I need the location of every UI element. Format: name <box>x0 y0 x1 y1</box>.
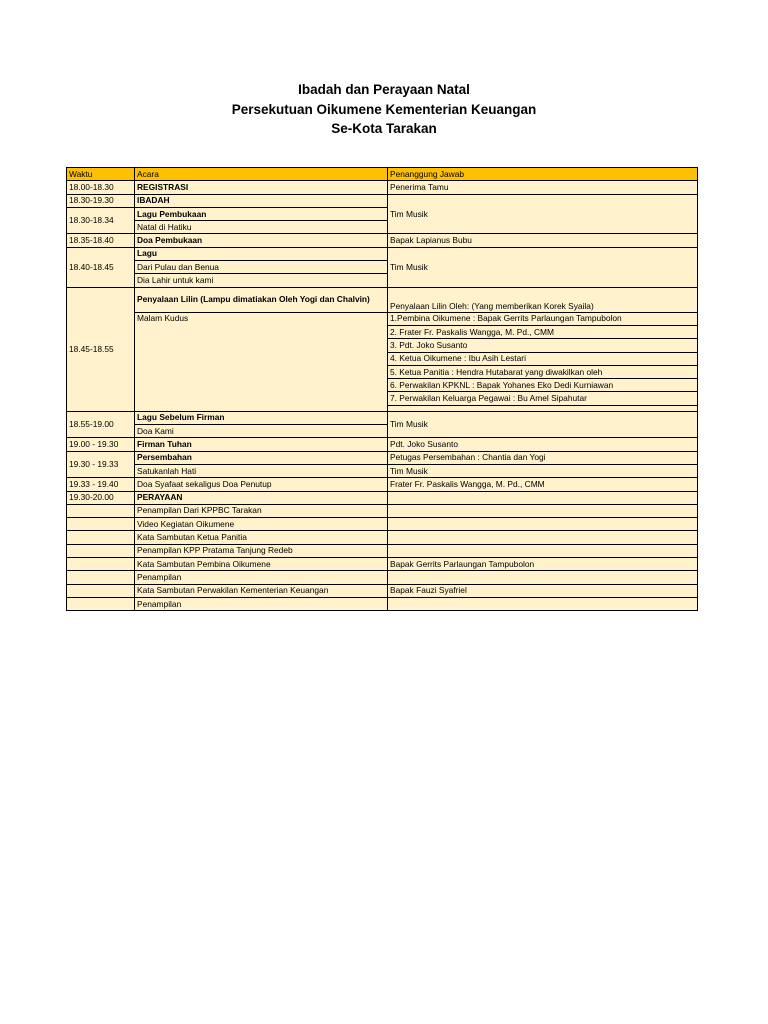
title-line-1: Ibadah dan Perayaan Natal <box>298 82 470 97</box>
cell-pj: 7. Perwakilan Keluarga Pegawai : Bu Amel Sipahutar <box>388 392 698 405</box>
cell-acara: Video Kegiatan Oikumene <box>135 518 388 531</box>
table-row <box>67 451 698 464</box>
cell-pj: Penerima Tamu <box>388 181 698 194</box>
cell-acara: Malam Kudus <box>135 312 388 411</box>
cell-pj <box>388 571 698 584</box>
cell-pj: 4. Ketua Oikumene : Ibu Asih Lestari <box>388 352 698 365</box>
table-row <box>67 518 698 531</box>
cell-acara: Doa Syafaat sekaligus Doa Penutup <box>135 478 388 491</box>
cell-pj: Tim Musik <box>388 247 698 287</box>
cell-acara: Doa Kami <box>135 425 388 438</box>
cell-waktu <box>67 544 135 557</box>
schedule-table <box>66 167 698 611</box>
cell-waktu: 18.40-18.45 <box>67 247 135 287</box>
cell-pj: Bapak Gerrits Parlaungan Tampubolon <box>388 558 698 571</box>
header-penanggung-jawab: Penanggung Jawab <box>388 168 698 181</box>
cell-pj <box>388 597 698 610</box>
cell-waktu <box>67 597 135 610</box>
cell-acara: Firman Tuhan <box>135 438 388 451</box>
cell-acara: REGISTRASI <box>135 181 388 194</box>
header-waktu: Waktu <box>67 168 135 181</box>
cell-acara: IBADAH <box>135 194 388 207</box>
cell-pj: 2. Frater Fr. Paskalis Wangga, M. Pd., CMM <box>388 325 698 338</box>
cell-pj: Tim Musik <box>388 464 698 477</box>
cell-waktu: 18.45-18.55 <box>67 287 135 411</box>
cell-pj <box>388 518 698 531</box>
cell-waktu <box>67 518 135 531</box>
cell-pj: 6. Perwakilan KPKNL : Bapak Yohanes Eko Dedi Kurniawan <box>388 379 698 392</box>
cell-pj <box>388 544 698 557</box>
cell-waktu: 18.30-18.34 <box>67 207 135 234</box>
cell-acara: Dia Lahir untuk kami <box>135 274 388 287</box>
cell-acara: Doa Pembukaan <box>135 234 388 247</box>
cell-acara: Kata Sambutan Pembina Oikumene <box>135 558 388 571</box>
cell-acara: Penyalaan Lilin (Lampu dimatiakan Oleh Yogi dan Chalvin) <box>135 287 388 312</box>
table-row <box>67 571 698 584</box>
cell-acara: Kata Sambutan Perwakilan Kementerian Keuangan <box>135 584 388 597</box>
cell-pj: 5. Ketua Panitia : Hendra Hutabarat yang diwakilkan oleh <box>388 365 698 378</box>
cell-pj: Pdt. Joko Susanto <box>388 438 698 451</box>
cell-waktu <box>67 558 135 571</box>
cell-acara: Persembahan <box>135 451 388 464</box>
table-row <box>67 411 698 424</box>
table-row <box>67 464 698 477</box>
cell-acara: Penampilan KPP Pratama Tanjung Redeb <box>135 544 388 557</box>
cell-pj: 3. Pdt. Joko Susanto <box>388 339 698 352</box>
cell-acara: Lagu Pembukaan <box>135 207 388 220</box>
cell-waktu <box>67 584 135 597</box>
cell-pj: Bapak Lapianus Bubu <box>388 234 698 247</box>
table-row <box>67 438 698 451</box>
table-row <box>67 531 698 544</box>
cell-acara: PERAYAAN <box>135 491 388 504</box>
table-row <box>67 234 698 247</box>
cell-waktu: 18.35-18.40 <box>67 234 135 247</box>
cell-acara: Penampilan <box>135 571 388 584</box>
cell-waktu: 18.00-18.30 <box>67 181 135 194</box>
cell-pj: Tim Musik <box>388 411 698 438</box>
table-row <box>67 504 698 517</box>
cell-acara: Lagu <box>135 247 388 260</box>
table-row <box>67 247 698 260</box>
table-row <box>67 491 698 504</box>
cell-pj: Petugas Persembahan : Chantia dan Yogi <box>388 451 698 464</box>
cell-waktu: 18.30-19.30 <box>67 194 135 207</box>
cell-pj: 1.Pembina Oikumene : Bapak Gerrits Parlaungan Tampubolon <box>388 312 698 325</box>
table-row <box>67 478 698 491</box>
table-row <box>67 544 698 557</box>
cell-acara: Lagu Sebelum Firman <box>135 411 388 424</box>
cell-acara: Penampilan <box>135 597 388 610</box>
cell-acara: Kata Sambutan Ketua Panitia <box>135 531 388 544</box>
table-row <box>67 312 698 325</box>
table-row <box>67 194 698 207</box>
cell-pj: Penyalaan Lilin Oleh: (Yang memberikan Korek Syaila) <box>388 287 698 312</box>
table-row <box>67 597 698 610</box>
cell-waktu: 19.30-20.00 <box>67 491 135 504</box>
cell-pj: Bapak Fauzi Syafriel <box>388 584 698 597</box>
cell-acara: Dari Pulau dan Benua <box>135 261 388 274</box>
header-acara: Acara <box>135 168 388 181</box>
cell-waktu: 18.55-19.00 <box>67 411 135 438</box>
cell-waktu: 19.33 - 19.40 <box>67 478 135 491</box>
cell-pj <box>388 504 698 517</box>
cell-pj: Tim Musik <box>388 194 698 234</box>
table-row <box>67 181 698 194</box>
cell-acara: Natal di Hatiku <box>135 221 388 234</box>
cell-waktu: 19.00 - 19.30 <box>67 438 135 451</box>
document-title <box>0 80 768 139</box>
cell-waktu <box>67 504 135 517</box>
cell-waktu <box>67 571 135 584</box>
title-line-3: Se-Kota Tarakan <box>331 121 437 136</box>
cell-waktu <box>67 531 135 544</box>
cell-pj: Frater Fr. Paskalis Wangga, M. Pd., CMM <box>388 478 698 491</box>
cell-acara: Penampilan Dari KPPBC Tarakan <box>135 504 388 517</box>
cell-waktu: 19.30 - 19.33 <box>67 451 135 478</box>
cell-pj <box>388 531 698 544</box>
table-row <box>67 287 698 312</box>
table-header-row <box>67 168 698 181</box>
table-row <box>67 584 698 597</box>
cell-acara: Satukanlah Hati <box>135 464 388 477</box>
title-line-2: Persekutuan Oikumene Kementerian Keuangan <box>231 101 537 117</box>
cell-pj <box>388 491 698 504</box>
table-row <box>67 558 698 571</box>
